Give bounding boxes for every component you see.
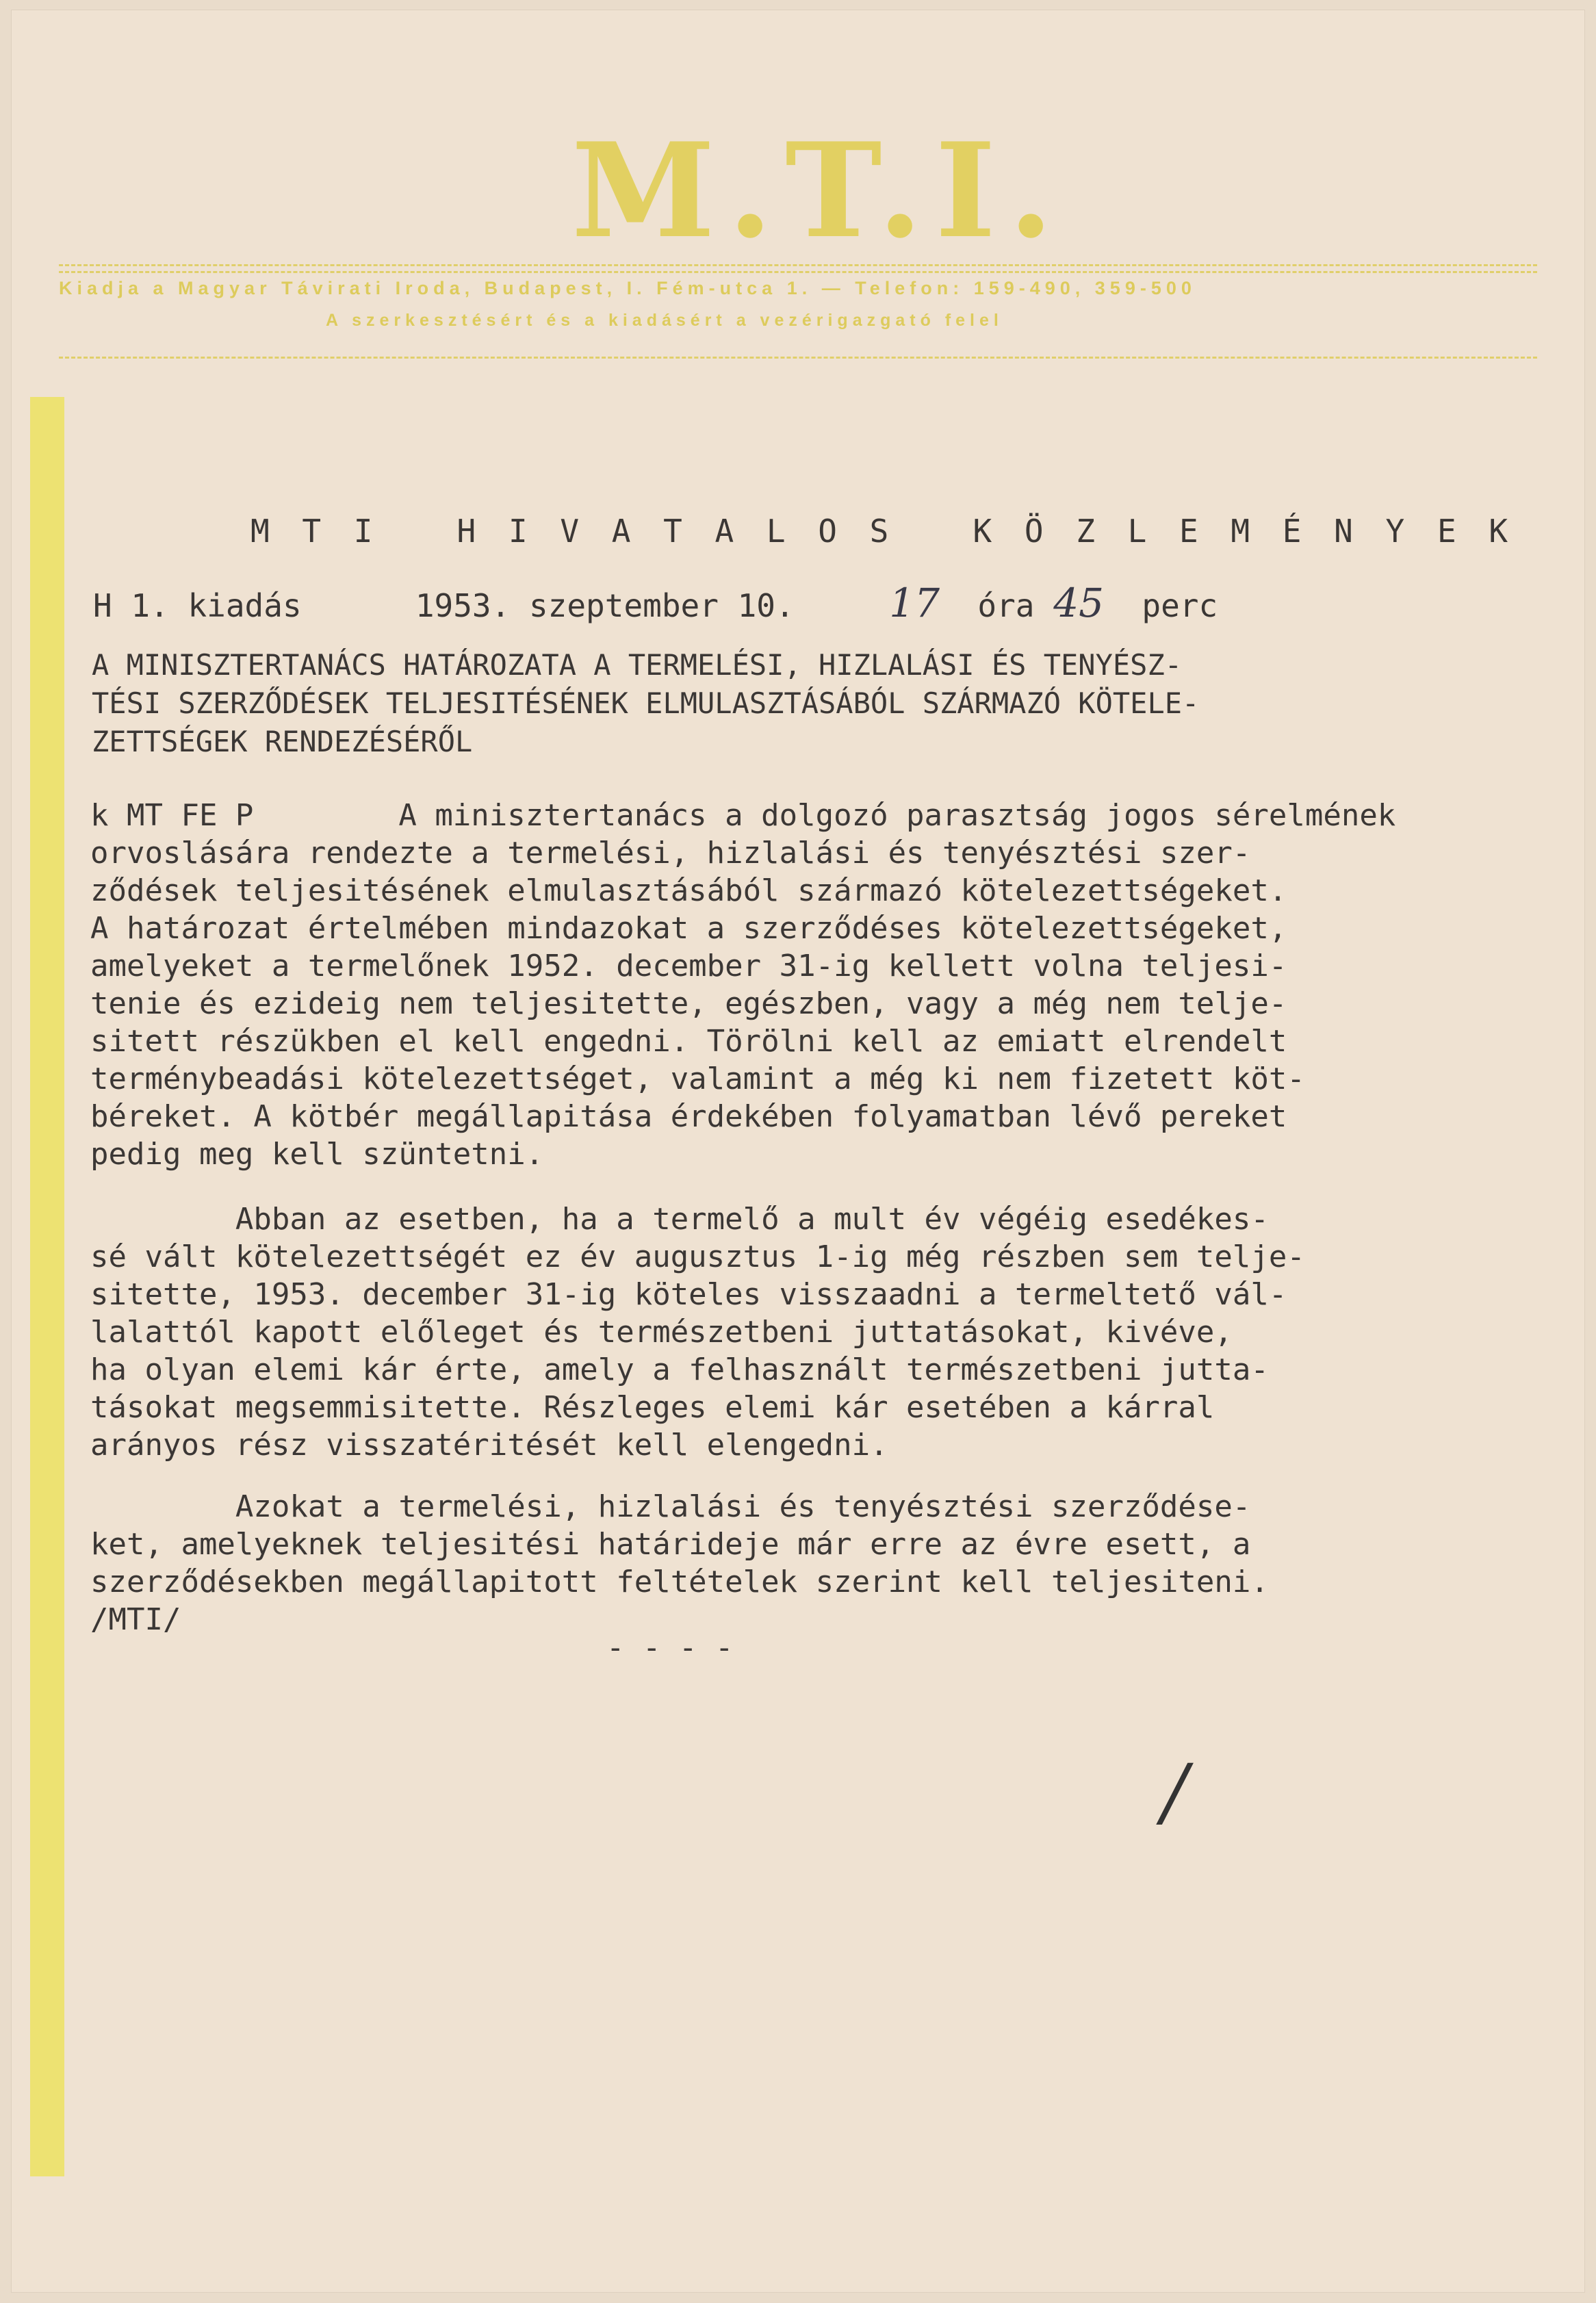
- text-line: /MTI/: [90, 1602, 181, 1637]
- text-line: sé vált kötelezettségét ez év augusztus 1-ig még részben sem telje-: [90, 1239, 1305, 1274]
- text-line: szerződésekben megállapitott feltételek szerint kell teljesiteni.: [90, 1565, 1269, 1599]
- paragraph-3: [90, 1488, 1269, 1638]
- text-line: ha olyan elemi kár érte, amely a felhasznált természetbeni jutta-: [90, 1352, 1269, 1387]
- text-line: arányos rész visszatéritését kell elengedni.: [90, 1428, 888, 1463]
- edition-number: H 1. kiadás: [93, 587, 302, 624]
- text-line: Azokat a termelési, hizlalási és tenyésztési szerződése-: [90, 1489, 1251, 1524]
- text-line: sitette, 1953. december 31-ig köteles visszaadni a termeltető vál-: [90, 1277, 1287, 1312]
- text-line: orvoslására rendezte a termelési, hizlalási és tenyésztési szer-: [90, 836, 1251, 871]
- handwritten-mark: /: [1162, 1748, 1188, 1836]
- text-line: ket, amelyeknek teljesitési határideje már erre az évre esett, a: [90, 1527, 1251, 1562]
- text-line: pedig meg kell szüntetni.: [90, 1137, 544, 1172]
- hour-label: óra: [977, 587, 1035, 624]
- edition-hour: 17: [889, 580, 940, 626]
- bulletin-title: M T I H I V A T A L O S K Ö Z L E M É N Y E K: [250, 513, 1515, 550]
- text-line: tásokat megsemmisitette. Részleges elemi kár esetében a kárral: [90, 1390, 1215, 1425]
- document-page: [11, 10, 1585, 2293]
- text-line: tenie és ezideig nem teljesitette, egészben, vagy a még nem telje-: [90, 986, 1287, 1021]
- letterhead-responsibility: A szerkesztésért és a kiadásért a vezérigazgató felel: [326, 311, 1003, 330]
- text-line: ződések teljesitésének elmulasztásából származó kötelezettségeket.: [90, 873, 1287, 908]
- edition-line: [93, 580, 1218, 626]
- text-line: A határozat értelmében mindazokat a szerződéses kötelezettségeket,: [90, 911, 1287, 946]
- paragraph-2: [90, 1200, 1305, 1464]
- text-line: Abban az esetben, ha a termelő a mult év végéig esedékes-: [90, 1202, 1269, 1237]
- edition-minute: 45: [1053, 580, 1104, 626]
- text-line: k MT FE P A minisztertanács a dolgozó parasztság jogos sérelmének: [90, 798, 1396, 833]
- text-line: terménybeadási kötelezettséget, valamint a még ki nem fizetett köt-: [90, 1062, 1305, 1096]
- text-line: béreket. A kötbér megállapitása érdekében folyamatban lévő pereket: [90, 1099, 1287, 1134]
- headline-line: ZETTSÉGEK RENDEZÉSÉRŐL: [92, 725, 473, 758]
- mti-logo: M.T.I.: [571, 114, 1066, 267]
- paragraph-1: [90, 797, 1395, 1173]
- text-line: lalattól kapott előleget és természetbeni juttatásokat, kivéve,: [90, 1315, 1233, 1350]
- letterhead-rule: [59, 264, 1537, 266]
- text-line: sitett részükben el kell engedni. Törölni kell az emiatt elrendelt: [90, 1024, 1287, 1059]
- edition-date: 1953. szeptember 10.: [415, 587, 795, 624]
- end-separator: - - - -: [606, 1630, 734, 1665]
- minute-label: perc: [1142, 587, 1218, 624]
- yellow-margin-stripe: [30, 397, 64, 2176]
- letterhead-rule: [59, 357, 1537, 359]
- letterhead-address: Kiadja a Magyar Távirati Iroda, Budapest, I. Fém-utca 1. — Telefon: 159-490, 359-500: [59, 278, 1196, 298]
- headline-line: TÉSI SZERZŐDÉSEK TELJESITÉSÉNEK ELMULASZTÁSÁBÓL SZÁRMAZÓ KÖTELE-: [92, 686, 1200, 720]
- headline: [92, 646, 1199, 761]
- headline-line: A MINISZTERTANÁCS HATÁROZATA A TERMELÉSI, HIZLALÁSI ÉS TENYÉSZ-: [92, 648, 1183, 682]
- letterhead-rule: [59, 271, 1537, 273]
- text-line: amelyeket a termelőnek 1952. december 31-ig kellett volna teljesi-: [90, 949, 1287, 983]
